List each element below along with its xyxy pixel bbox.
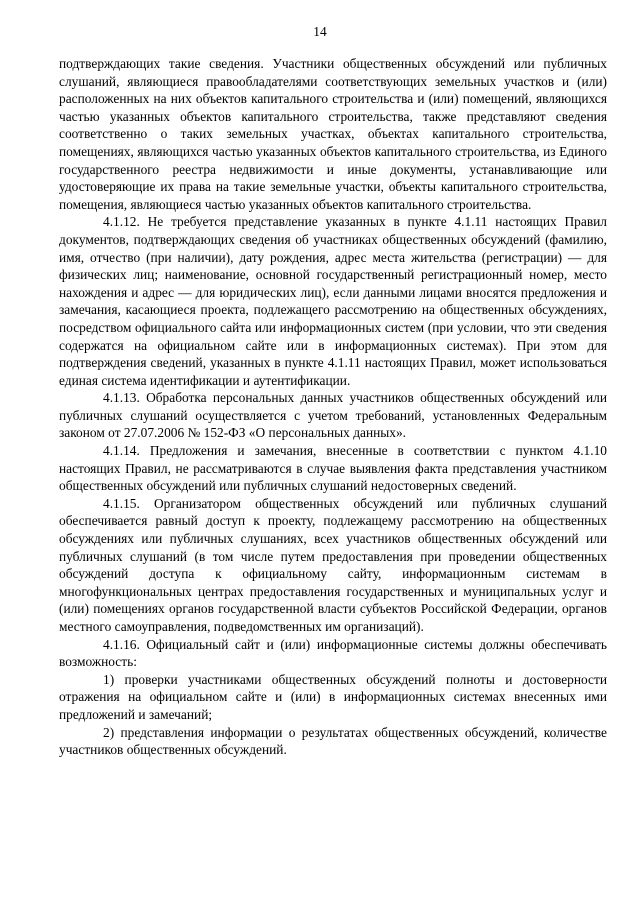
document-body [59, 55, 607, 759]
paragraph-4-1-14: 4.1.14. Предложения и замечания, внесенные в соответствии с пунктом 4.1.10 настоящих Правил, не рассматриваются в случае выявления факта представления участником общественных обсуждений или публичных слушаний недостоверных сведений. [59, 443, 607, 494]
paragraph-4-1-13: 4.1.13. Обработка персональных данных участников общественных обсуждений или публичных слушаний осуществляется с учетом требований, установленных Федеральным законом от 27.07.2006 № 152-ФЗ «О персональных данных». [59, 390, 607, 441]
paragraph-4-1-12: 4.1.12. Не требуется представление указанных в пункте 4.1.11 настоящих Правил документов, подтверждающих сведения об участниках общественных обсуждений (фамилию, имя, отчество (при наличии), дату рождения, адрес места жительства (регистрации) — для физических лиц; наименование, основной государственный регистрационный номер, место нахождения и адрес — для юридических лиц), если данными лицами вносятся предложения и замечания, касающиеся проекта, подлежащего рассмотрению на общественных обсуждениях, посредством официального сайта или информационных систем (при условии, что эти сведения содержатся на официальном сайте или в информационных системах). При этом для подтверждения сведений, указанных в пункте 4.1.11 настоящих Правил, может использоваться единая система идентификации и аутентификации. [59, 214, 607, 388]
paragraph: подтверждающих такие сведения. Участники общественных обсуждений или публичных слушаний, являющиеся правообладателями соответствующих земельных участков и (или) расположенных на них объектов капитального строительства и (или) помещений, являющихся частью указанных объектов капитального строительства, также представляют сведения соответственно о таких земельных участках, объектах капитального строительства, помещениях, являющихся частью указанных объектов капитального строительства, из Единого государственного реестра недвижимости и иные документы, устанавливающие или удостоверяющие их права на такие земельные участки, объекты капитального строительства, помещения, являющиеся частью указанных объектов капитального строительства. [59, 56, 607, 212]
page-number: 14 [313, 24, 327, 39]
list-item-1: 1) проверки участниками общественных обсуждений полноты и достоверности отражения на официальном сайте и (или) в информационных системах внесенных ими предложений и замечаний; [59, 671, 607, 722]
paragraph-4-1-15: 4.1.15. Организатором общественных обсуждений или публичных слушаний обеспечивается равный доступ к проекту, подлежащему рассмотрению на общественных обсуждениях или публичных слушаниях, всех участников общественных обсуждений или публичных слушаний (в том числе путем предоставления при проведении общественных обсуждений доступа к официальному сайту, информационным системам в многофункциональных центрах предоставления государственных и муниципальных услуг и (или) помещениях органов государственной власти субъектов Российской Федерации, органов местного самоуправления, подведомственных им организаций). [59, 495, 607, 634]
paragraph-4-1-16: 4.1.16. Официальный сайт и (или) информационные системы должны обеспечивать возможность: [59, 636, 607, 670]
list-item-2: 2) представления информации о результатах общественных обсуждений, количестве участников общественных обсуждений. [59, 724, 607, 758]
